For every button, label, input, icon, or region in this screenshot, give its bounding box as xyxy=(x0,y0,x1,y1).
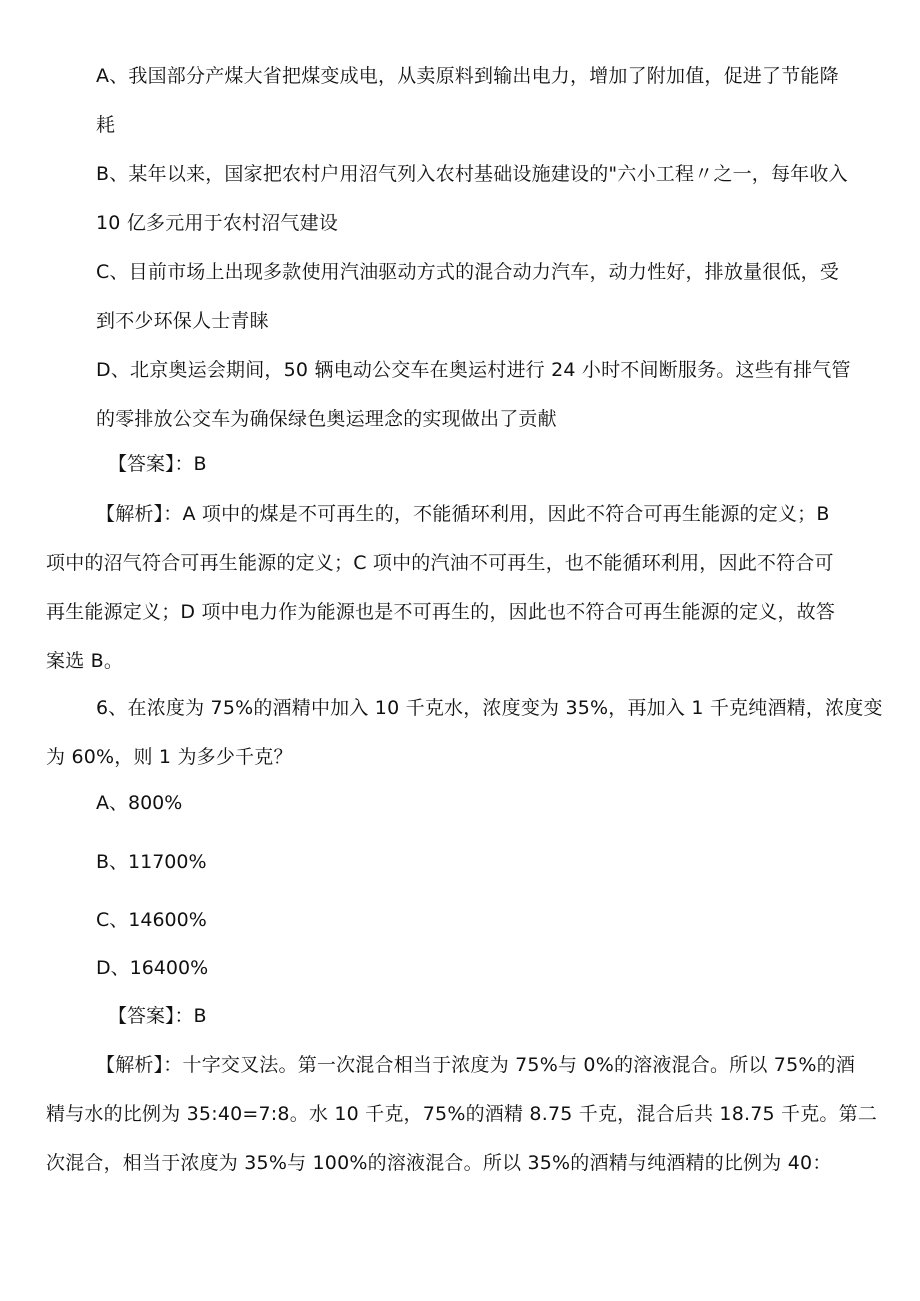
option-d-q5 xyxy=(46,346,876,444)
question-6-line-1: 6、在浓度为 75%的酒精中加入 10 千克水，浓度变为 35%，再加入 1 千克纯酒精，浓度变 xyxy=(96,697,883,719)
question-6-line-2: 为 60%，则 1 为多少千克？ xyxy=(46,746,293,768)
analysis-q5 xyxy=(46,490,876,686)
answer-q6: 【答案】：B xyxy=(108,1005,207,1027)
option-c-q5 xyxy=(46,248,876,346)
analysis-q5-line-2: 项中的沼气符合可再生能源的定义；C 项中的汽油不可再生，也不能循环利用，因此不符合可 xyxy=(46,552,834,574)
analysis-q6-line-2: 精与水的比例为 35:40=7:8。水 10 千克，75%的酒精 8.75 千克，混合后共 18.75 千克。第二 xyxy=(46,1103,878,1125)
analysis-q5-line-4: 案选 B。 xyxy=(46,650,124,672)
option-c-q5-line-1: C、目前市场上出现多款使用汽油驱动方式的混合动力汽车，动力性好，排放量很低，受 xyxy=(96,261,840,283)
answer-q5: 【答案】：B xyxy=(108,453,207,475)
option-a-q5-line-2: 耗 xyxy=(96,114,116,136)
analysis-q6-line-3: 次混合，相当于浓度为 35%与 100%的溶液混合。所以 35%的酒精与纯酒精的比例为 40： xyxy=(46,1152,832,1174)
option-a-q5-line-1: A、我国部分产煤大省把煤变成电，从卖原料到输出电力，增加了附加值，促进了节能降 xyxy=(96,65,839,87)
option-a-q5 xyxy=(46,52,876,150)
option-b-q5-line-1: B、某年以来，国家把农村户用沼气列入农村基础设施建设的"六小工程〃之一，每年收入 xyxy=(96,163,848,185)
option-c-q6: C、14600% xyxy=(96,909,207,931)
analysis-q5-line-1: 【解析】：A 项中的煤是不可再生的，不能循环利用，因此不符合可再生能源的定义；B xyxy=(96,503,830,525)
analysis-q5-line-3: 再生能源定义；D 项中电力作为能源也是不可再生的，因此也不符合可再生能源的定义，故答 xyxy=(46,601,836,623)
option-c-q5-line-2: 到不少环保人士青睐 xyxy=(96,310,269,332)
option-d-q5-line-2: 的零排放公交车为确保绿色奥运理念的实现做出了贡献 xyxy=(96,408,557,430)
analysis-q6 xyxy=(46,1041,876,1188)
question-6 xyxy=(46,684,883,782)
analysis-q6-line-1: 【解析】：十字交叉法。第一次混合相当于浓度为 75%与 0%的溶液混合。所以 75%的酒 xyxy=(96,1054,856,1076)
option-d-q5-line-1: D、北京奥运会期间，50 辆电动公交车在奥运村进行 24 小时不间断服务。这些有排气管 xyxy=(96,359,851,381)
option-a-q6: A、800% xyxy=(96,792,183,814)
option-b-q6: B、11700% xyxy=(96,851,207,873)
option-d-q6: D、16400% xyxy=(96,957,209,979)
option-b-q5 xyxy=(46,150,876,248)
option-b-q5-line-2: 10 亿多元用于农村沼气建设 xyxy=(96,212,339,234)
